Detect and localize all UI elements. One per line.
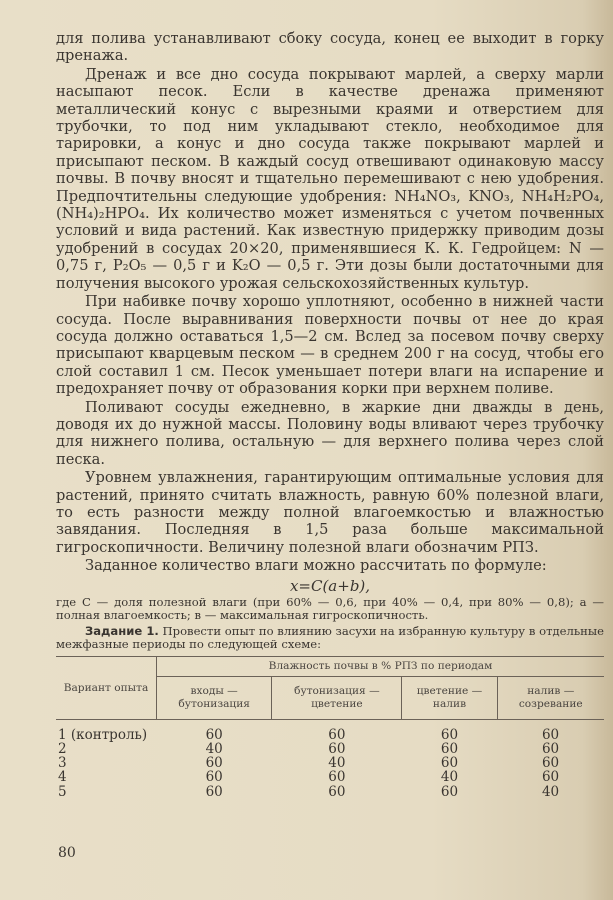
value-cell: 60 bbox=[205, 726, 223, 743]
variant-cell: 2 bbox=[58, 741, 67, 758]
task-1 bbox=[56, 625, 604, 652]
value-cell: 60 bbox=[328, 783, 346, 800]
value-cell: 60 bbox=[328, 726, 346, 743]
variant-cell: 1 (контроль) bbox=[58, 726, 148, 743]
value-cell: 40 bbox=[541, 783, 560, 800]
period-header-2: бутонизация — цветение bbox=[272, 676, 402, 719]
table-row bbox=[56, 742, 604, 756]
task-text: Провести опыт по влиянию засухи на избранную культуру в отдельные межфазные периоды по следующей схеме: bbox=[56, 624, 604, 652]
value-cell: 60 bbox=[541, 755, 560, 772]
value-cell: 60 bbox=[440, 741, 459, 758]
value-cell: 60 bbox=[205, 755, 223, 772]
variant-cell: 5 bbox=[58, 783, 67, 800]
variant-cell: 4 bbox=[58, 769, 67, 786]
period-header-1: входы — бутонизация bbox=[157, 676, 272, 719]
table-row bbox=[56, 785, 604, 799]
value-cell: 60 bbox=[328, 769, 346, 786]
value-cell: 40 bbox=[440, 769, 459, 786]
formula: x=C(a+b), bbox=[289, 576, 371, 595]
paragraph-4: Поливают сосуды ежедневно, в жаркие дни дважды в день, доводя их до нужной массы. Половину воды вливают через трубочку для нижнего полива, остальную — для верхнего полива через слой песка. bbox=[56, 398, 604, 468]
paragraph-2: Дренаж и все дно сосуда покрывают марлей, а сверху марли насыпают песок. Если в качестве дренажа применяют металлический конус с вырезными краями и отверстием для трубочки, то под ним укладывают стекло, необходимое для тарировки, а конус и дно сосуда также покрывают марлей и присыпают песком. В каждый сосуд отвешивают одинаковую массу почвы. В почву вносят и тщательно перемешивают с нею удобрения. Предпочтительны следующие удобрения: NH₄NO₃, KNO₃, NH₄H₂PO₄, (NH₄)₂HPO₄. Их количество может изменяться с учетом почвенных условий и вида растений. Как известную придержку приводим дозы удобрений в сосудах 20×20, применявшиеся К. К. Гедройцем: N — 0,75 г, P₂O₅ — 0,5 г и K₂O — 0,5 г. Эти дозы были достаточными для получения высокого урожая сельскохозяйственных культур. bbox=[56, 65, 604, 292]
table-row bbox=[56, 756, 604, 770]
experiment-table bbox=[56, 656, 604, 799]
paragraph-1: для полива устанавливают сбоку сосуда, конец ее выходит в горку дренажа. bbox=[56, 30, 604, 65]
table-row bbox=[56, 770, 604, 784]
paragraph-5: Уровнем увлажнения, гарантирующим оптимальные условия для растений, принято считать влажность, равную 60% полезной влаги, то есть разности между полной влагоемкостью и влажностью завядания. Последняя в 1,5 раза больше максимальной гигроскопичности. Величину полезной влаги обозначим РПЗ. bbox=[56, 469, 604, 556]
value-cell: 60 bbox=[205, 769, 223, 786]
value-cell: 60 bbox=[440, 755, 459, 772]
value-cell: 60 bbox=[541, 769, 560, 786]
value-cell: 60 bbox=[541, 726, 560, 743]
variant-cell: 3 bbox=[58, 755, 67, 772]
value-cell: 60 bbox=[440, 783, 459, 800]
formula-note: где C — доля полезной влаги (при 60% — 0,6, при 40% — 0,4, при 80% — 0,8); a — полная влагоемкость; в — максимальная гигроскопичность. bbox=[56, 594, 604, 622]
table-row bbox=[56, 719, 604, 742]
page-number: 80 bbox=[58, 845, 76, 861]
period-header-3: цветение — налив bbox=[402, 676, 497, 719]
value-cell: 40 bbox=[205, 741, 223, 758]
period-header-4: налив — созревание bbox=[497, 676, 604, 719]
variant-header: Вариант опыта bbox=[56, 656, 157, 719]
paragraph-6: Заданное количество влаги можно рассчитать по формуле: bbox=[85, 557, 547, 575]
value-cell: 60 bbox=[328, 741, 346, 758]
value-cell: 60 bbox=[205, 783, 223, 800]
page-body bbox=[56, 30, 604, 799]
humidity-group-header: Влажность почвы в % РПЗ по периодам bbox=[157, 656, 605, 676]
value-cell: 40 bbox=[328, 755, 346, 772]
paragraph-3: При набивке почву хорошо уплотняют, особенно в нижней части сосуда. После выравнивания поверхности почвы от нее до края сосуда должно оставаться 1,5—2 см. Вслед за посевом почву сверху присыпают кварцевым песком — в среднем 200 г на сосуд, чтобы его слой составил 1 см. Песок уменьшает потери влаги на испарение и предохраняет почву от образования корки при верхнем поливе. bbox=[56, 293, 604, 398]
value-cell: 60 bbox=[541, 741, 560, 758]
value-cell: 60 bbox=[440, 726, 459, 743]
task-label: Задание 1. bbox=[85, 624, 159, 638]
